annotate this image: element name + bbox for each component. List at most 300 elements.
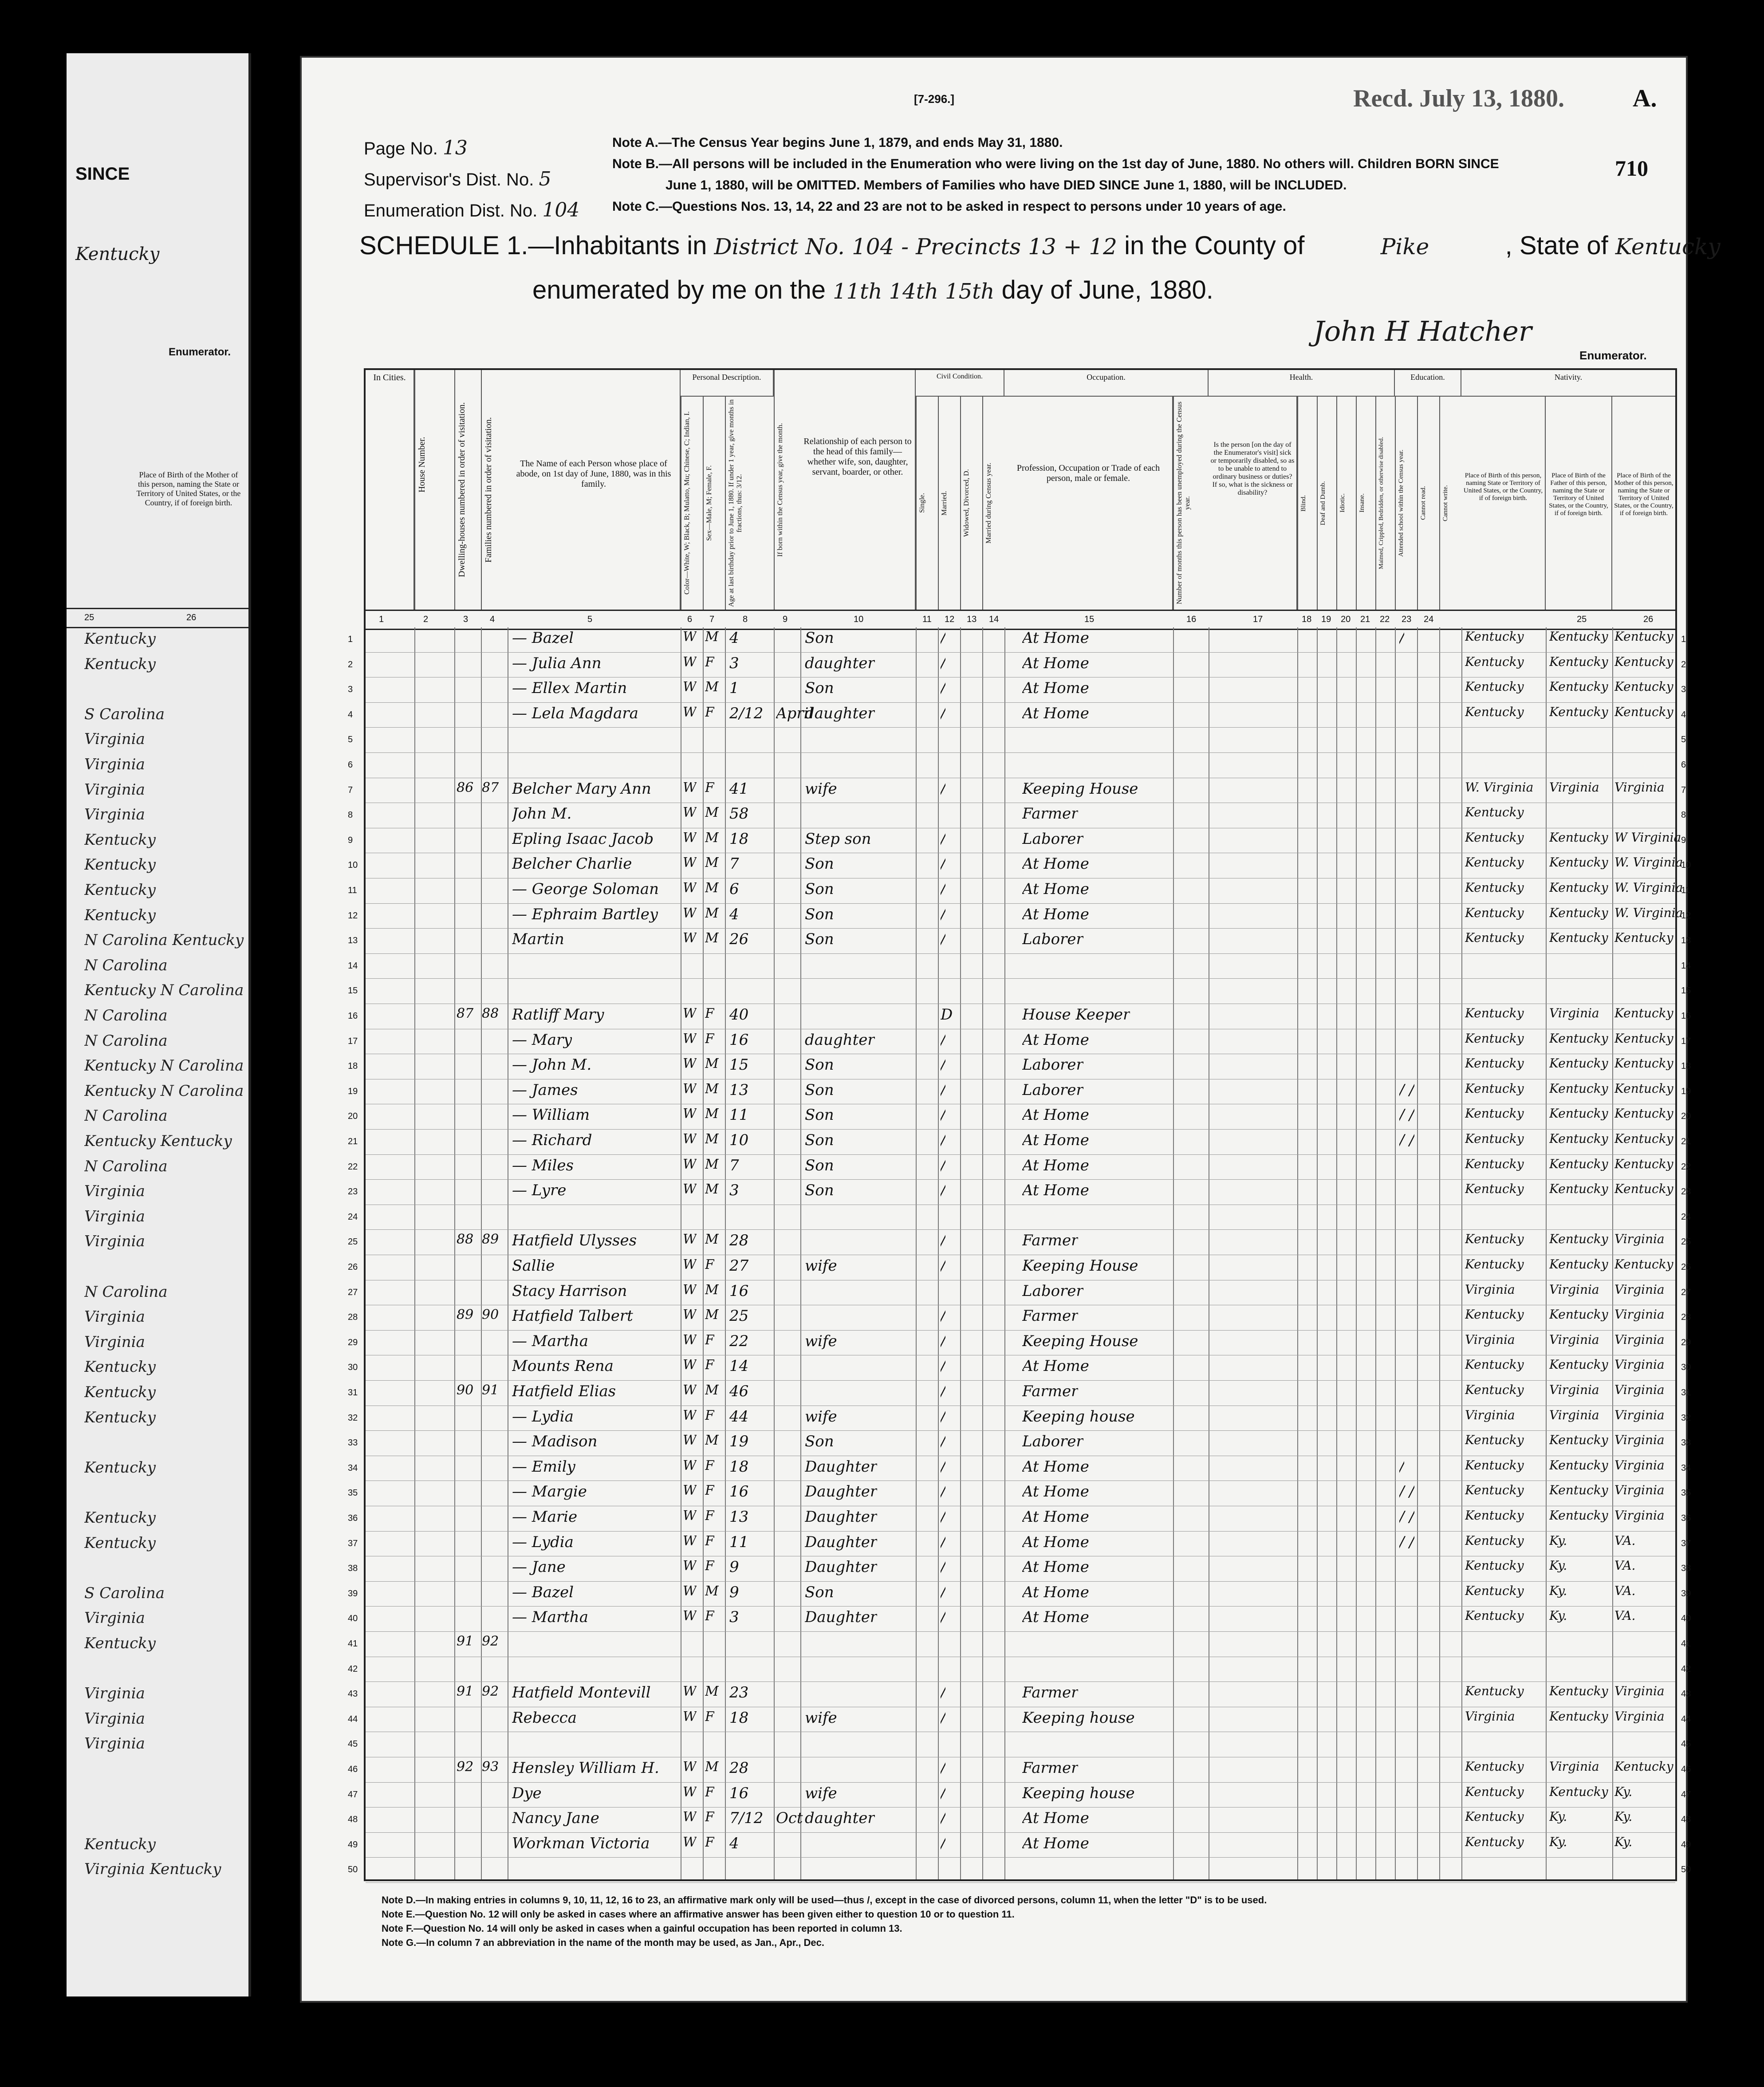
cell-b3: Kentucky <box>1614 1257 1673 1272</box>
cell-b2: Kentucky <box>1549 1156 1608 1171</box>
col-month-born: If born within the Census year, give the month. <box>774 370 800 610</box>
cell-name: Mounts Rena <box>512 1357 614 1375</box>
line-number: 19 <box>1681 1086 1691 1096</box>
table-row <box>348 1205 1691 1230</box>
cell-occ: At Home <box>1022 1533 1089 1551</box>
cell-occ: Laborer <box>1022 930 1083 949</box>
column-number: 4 <box>490 614 495 624</box>
table-row <box>348 1004 1691 1029</box>
cell-color: W <box>683 1508 697 1524</box>
cell-rel: Daughter <box>805 1558 878 1576</box>
cell-occ: At Home <box>1022 1156 1089 1174</box>
cell-name: Sallie <box>512 1257 555 1275</box>
cell-sex: M <box>705 1382 719 1398</box>
page-no-label: Page No. <box>364 139 438 158</box>
cell-occ: At Home <box>1022 905 1089 923</box>
cell-age: 6 <box>729 880 739 898</box>
footnote-f: Note F.—Question No. 14 will only be asked in cases when a gainful occupation has been reported in column 13. <box>382 1923 902 1934</box>
table-row <box>348 627 1686 653</box>
enumerator-signature: John H Hatcher <box>1313 315 1532 347</box>
cell-mark: / <box>941 704 946 722</box>
cell-name: — John M. <box>512 1056 592 1074</box>
cell-rel: Daughter <box>805 1457 878 1476</box>
cell-fam: 91 <box>482 1382 499 1398</box>
cell-name: — James <box>512 1081 578 1099</box>
cell-mark: / <box>941 1131 946 1149</box>
cell-month: Oct <box>776 1809 803 1827</box>
cell-name: — Lela Magdara <box>512 704 638 722</box>
cell-occ: At Home <box>1022 704 1089 722</box>
table-row <box>348 1757 1691 1783</box>
strip-row: Kentucky <box>84 856 156 874</box>
table-row <box>348 1532 1691 1557</box>
state-value: Kentucky <box>1615 234 1721 260</box>
line-number: 46 <box>348 1764 358 1774</box>
strip-row: Kentucky N Carolina <box>84 1082 244 1100</box>
cell-occ: At Home <box>1022 1608 1089 1626</box>
cell-b1: Kentucky <box>1465 629 1524 644</box>
cell-sex: M <box>705 629 719 645</box>
cell-age: 13 <box>729 1081 749 1099</box>
cell-occ: Keeping house <box>1022 1407 1135 1425</box>
cell-mark: / <box>941 880 946 898</box>
cell-name: — Madison <box>512 1433 598 1451</box>
schedule-line <box>359 231 1721 260</box>
line-number: 8 <box>348 810 353 820</box>
col-birth-father: Place of Birth of the Father of this person, naming the State or Territory of United States, or the Country, if of foreign birth. <box>1546 397 1612 610</box>
cell-rel: daughter <box>805 1809 875 1827</box>
cell-mark: / <box>941 654 946 672</box>
line-number: 49 <box>348 1839 358 1850</box>
cell-age: 16 <box>729 1483 749 1501</box>
cell-color: W <box>683 1357 697 1373</box>
line-number: 20 <box>1681 1111 1691 1122</box>
line-number: 30 <box>348 1362 358 1373</box>
cell-age: 27 <box>729 1257 749 1275</box>
column-number: 25 <box>1577 614 1587 624</box>
cell-age: 3 <box>729 1608 739 1626</box>
cell-occ: At Home <box>1022 1181 1089 1200</box>
line-number: 3 <box>348 685 353 695</box>
col-sick: Is the person [on the day of the Enumerator's visit] sick or temporarily disabled, so as to be unable to attend to ordinary business or duties? If so, what is the sickness or disability? <box>1209 397 1297 610</box>
cell-mark: / <box>941 1031 946 1049</box>
line-number: 10 <box>1681 860 1691 870</box>
table-row <box>348 1783 1691 1808</box>
cell-b2: Ky. <box>1549 1558 1567 1573</box>
cell-name: — Lydia <box>512 1533 574 1551</box>
line-number: 45 <box>348 1739 358 1749</box>
cell-b1: Kentucky <box>1465 1508 1524 1523</box>
line-number: 25 <box>1681 1237 1691 1247</box>
line-number: 35 <box>1681 1488 1691 1498</box>
table-row <box>348 1707 1691 1733</box>
column-number: 17 <box>1253 614 1263 624</box>
cell-b1: Kentucky <box>1465 1181 1524 1197</box>
cell-sex: F <box>705 1709 714 1725</box>
line-number: 1 <box>348 634 353 644</box>
cell-sex: F <box>705 1257 714 1272</box>
cell-b2: Virginia <box>1549 1382 1599 1397</box>
strip-row: Kentucky <box>84 1458 156 1477</box>
column-number: 5 <box>587 614 593 624</box>
cell-b2: Kentucky <box>1549 654 1608 669</box>
cell-name: — Julia Ann <box>512 654 602 672</box>
table-row <box>348 1556 1691 1582</box>
cell-b2: Kentucky <box>1549 1257 1608 1272</box>
cell-name: — Martha <box>512 1332 588 1350</box>
cell-sex: M <box>705 1759 719 1775</box>
line-number: 42 <box>348 1664 358 1674</box>
cell-b1: Kentucky <box>1465 1583 1524 1598</box>
cell-b3: W. Virginia <box>1614 855 1683 870</box>
col-name: The Name of each Person whose place of abode, on 1st day of June, 1880, was in this family. <box>508 370 681 610</box>
strip-row: Virginia <box>84 1709 145 1728</box>
strip-row: Kentucky <box>84 1383 156 1401</box>
column-number: 19 <box>1321 614 1331 624</box>
line-number: 11 <box>1681 886 1690 895</box>
column-number: 1 <box>379 614 384 624</box>
cell-age: 16 <box>729 1282 749 1300</box>
line-number: 43 <box>348 1689 358 1699</box>
cell-b1: Kentucky <box>1465 1433 1524 1448</box>
cell-occ: At Home <box>1022 1483 1089 1501</box>
line-number: 18 <box>1681 1061 1691 1071</box>
table-row <box>348 653 1686 678</box>
cell-sex: F <box>705 1508 714 1524</box>
line-number: 1 <box>1681 634 1686 644</box>
cell-b1: Kentucky <box>1465 1809 1524 1824</box>
cell-age: 22 <box>729 1332 749 1350</box>
cell-age: 11 <box>729 1533 749 1551</box>
cell-mark: / <box>941 1332 946 1350</box>
cell-age: 40 <box>729 1006 749 1024</box>
strip-row: N Carolina <box>84 1007 168 1024</box>
cell-color: W <box>683 1257 697 1272</box>
line-number: 41 <box>1681 1639 1691 1649</box>
cell-b1: W. Virginia <box>1465 780 1534 795</box>
cell-b1: Kentucky <box>1465 1156 1524 1171</box>
cell-sex: M <box>705 679 719 695</box>
line-number: 22 <box>1681 1162 1691 1172</box>
cell-dw: 92 <box>457 1759 474 1775</box>
cell-sex: F <box>705 1533 714 1549</box>
month-label: day of June, 1880. <box>1001 276 1213 304</box>
line-number: 11 <box>348 886 357 895</box>
line-number: 6 <box>348 760 353 770</box>
strip-row: Kentucky <box>84 1835 156 1853</box>
cell-sex: M <box>705 805 719 821</box>
cell-b2: Kentucky <box>1549 629 1608 644</box>
cell-b2: Ky. <box>1549 1533 1567 1548</box>
cell-b1: Kentucky <box>1465 1081 1524 1096</box>
cell-dw: 89 <box>457 1307 474 1323</box>
cell-b3: Kentucky <box>1614 1006 1673 1020</box>
cell-name: John M. <box>512 805 572 823</box>
line-number: 17 <box>348 1036 358 1046</box>
line-number: 10 <box>348 860 358 870</box>
cell-mark: / <box>941 1257 946 1275</box>
cell-b1: Kentucky <box>1465 1457 1524 1473</box>
cell-occ: Keeping house <box>1022 1709 1135 1727</box>
cell-rel: Son <box>805 1181 834 1200</box>
cell-color: W <box>683 679 697 695</box>
cell-b2: Kentucky <box>1549 1081 1608 1096</box>
column-number: 3 <box>463 614 469 624</box>
table-row <box>348 1682 1691 1707</box>
strip-row: Kentucky N Carolina <box>84 1057 244 1075</box>
cell-b3: Ky. <box>1614 1784 1633 1799</box>
cell-b2: Virginia <box>1549 1332 1599 1347</box>
cell-rel: wife <box>805 1332 837 1350</box>
cell-age: 4 <box>729 629 739 647</box>
cell-age: 14 <box>729 1357 749 1375</box>
line-number: 17 <box>1681 1036 1691 1046</box>
cell-mark: / <box>941 1382 946 1400</box>
table-row <box>348 979 1691 1004</box>
cell-b2: Kentucky <box>1549 1709 1608 1724</box>
cell-mark: / <box>941 780 946 798</box>
cell-b1: Kentucky <box>1465 1257 1524 1272</box>
strip-row: Virginia <box>84 756 145 773</box>
cell-school: / / <box>1399 1483 1414 1501</box>
cell-color: W <box>683 654 697 670</box>
cell-occ: Farmer <box>1022 1232 1079 1250</box>
line-number: 36 <box>348 1513 358 1523</box>
cell-b2: Kentucky <box>1549 1307 1608 1322</box>
cell-rel: Son <box>805 1106 834 1124</box>
line-number: 13 <box>1681 936 1691 946</box>
col-occupation: Profession, Occupation or Trade of each person, male or female. <box>1004 397 1173 610</box>
line-number: 34 <box>348 1463 358 1473</box>
cell-name: — Richard <box>512 1131 592 1149</box>
line-number: 19 <box>348 1086 358 1096</box>
cell-color: W <box>683 704 697 720</box>
col-maimed: Maimed, Crippled, Bedridden, or otherwise disabled. <box>1375 397 1395 610</box>
cell-b2: Ky. <box>1549 1809 1567 1824</box>
strip-row: N Carolina <box>84 1107 168 1125</box>
cell-b3: Kentucky <box>1614 1106 1673 1121</box>
table-row <box>348 677 1686 703</box>
cell-b1: Kentucky <box>1465 1759 1524 1774</box>
strip-row: Kentucky <box>84 881 156 899</box>
cell-b1: Kentucky <box>1465 1684 1524 1699</box>
cell-school: / / <box>1399 1533 1414 1551</box>
strip-row: Virginia <box>84 1685 145 1703</box>
cell-sex: M <box>705 1106 719 1122</box>
cell-age: 25 <box>729 1307 749 1325</box>
cell-b3: Kentucky <box>1614 679 1673 694</box>
cell-b1: Virginia <box>1465 1282 1515 1297</box>
cell-age: 11 <box>729 1106 749 1124</box>
cell-name: Dye <box>512 1784 542 1802</box>
cell-name: Hatfield Ulysses <box>512 1232 637 1250</box>
cell-mark: / <box>941 1056 946 1074</box>
cell-name: Ratliff Mary <box>512 1006 604 1024</box>
line-number: 45 <box>1681 1739 1691 1749</box>
cell-age: 7 <box>729 855 739 873</box>
line-number: 12 <box>348 910 358 921</box>
col-families: Families numbered in order of visitation. <box>481 370 508 610</box>
strip-row: Kentucky <box>84 1634 156 1652</box>
cell-mark: / <box>941 905 946 923</box>
cell-color: W <box>683 1809 697 1825</box>
col-sex: Sex—Male, M; Female, F. <box>703 397 725 610</box>
cell-age: 16 <box>729 1031 749 1049</box>
cell-rel: wife <box>805 1709 837 1727</box>
cell-mark: / <box>941 1181 946 1200</box>
cell-occ: At Home <box>1022 1558 1089 1576</box>
line-number: 36 <box>1681 1513 1691 1523</box>
cell-name: Hatfield Montevill <box>512 1684 651 1702</box>
cell-mark: / <box>941 830 946 848</box>
cell-b2: Kentucky <box>1549 1508 1608 1523</box>
cell-name: — Bazel <box>512 629 574 647</box>
state-label: , State of <box>1505 231 1608 260</box>
cell-rel: Son <box>805 855 834 873</box>
table-row <box>348 1657 1691 1682</box>
line-number: 34 <box>1681 1463 1691 1473</box>
line-number: 5 <box>348 735 353 745</box>
strip-row: N Carolina Kentucky <box>84 931 244 949</box>
line-number: 31 <box>1681 1388 1691 1398</box>
cell-color: W <box>683 1307 697 1323</box>
county-label: in the County of <box>1124 231 1305 260</box>
cell-b3: Kentucky <box>1614 1081 1673 1096</box>
table-row <box>348 1456 1691 1481</box>
col-relationship: Relationship of each person to the head of this family—whether wife, son, daughter, servant, boarder, or other. <box>800 370 916 610</box>
cell-mark: / <box>941 855 946 873</box>
cell-b3: Virginia <box>1614 780 1665 795</box>
strip-row: Virginia <box>84 1609 145 1627</box>
cell-b2: Kentucky <box>1549 855 1608 870</box>
cell-occ: Keeping House <box>1022 1257 1138 1275</box>
cell-b2: Kentucky <box>1549 1433 1608 1448</box>
strip-row: Virginia <box>84 1735 145 1753</box>
cell-b3: Virginia <box>1614 1232 1665 1247</box>
cell-mark: / <box>941 679 946 697</box>
cell-mark: / <box>941 1784 946 1802</box>
line-number: 21 <box>1681 1137 1691 1146</box>
strip-row: Virginia <box>84 1308 145 1326</box>
column-number: 13 <box>967 614 977 624</box>
cell-sex: M <box>705 1433 719 1449</box>
line-number: 6 <box>1681 760 1686 770</box>
cell-b1: Kentucky <box>1465 1307 1524 1322</box>
cell-color: W <box>683 1382 697 1398</box>
column-number: 11 <box>922 614 932 624</box>
table-row <box>348 853 1691 878</box>
line-number: 4 <box>348 709 353 720</box>
footnote-g: Note G.—In column 7 an abbreviation in the name of the month may be used, as Jan., Apr., Dec. <box>382 1937 824 1948</box>
cell-age: 15 <box>729 1056 749 1074</box>
strip-row: N Carolina <box>84 1032 168 1050</box>
cell-age: 18 <box>729 830 749 848</box>
table-row <box>348 1104 1691 1130</box>
cell-color: W <box>683 1181 697 1197</box>
strip-row: N Carolina <box>84 1157 168 1175</box>
cell-color: W <box>683 830 697 846</box>
line-number: 29 <box>1681 1337 1691 1347</box>
cell-sex: M <box>705 1307 719 1323</box>
table-row <box>348 1079 1691 1105</box>
cell-mark: / <box>941 1232 946 1250</box>
strip-row: Kentucky N Carolina <box>84 981 244 1000</box>
cell-b2: Kentucky <box>1549 704 1608 719</box>
cell-mark: / <box>941 1457 946 1476</box>
enumeration-line <box>364 199 579 221</box>
cell-b3: Virginia <box>1614 1307 1665 1322</box>
cell-b1: Kentucky <box>1465 1784 1524 1799</box>
cell-mark: / <box>941 1809 946 1827</box>
page-no-value: 13 <box>442 137 468 159</box>
cell-occ: At Home <box>1022 1106 1089 1124</box>
line-number: 43 <box>1681 1689 1691 1699</box>
cell-name: Nancy Jane <box>512 1809 599 1827</box>
cell-occ: Farmer <box>1022 1759 1079 1777</box>
cell-color: W <box>683 1558 697 1574</box>
line-number: 38 <box>348 1563 358 1574</box>
line-number: 15 <box>348 986 358 996</box>
cell-occ: At Home <box>1022 880 1089 898</box>
table-row <box>348 929 1691 954</box>
cell-b1: Kentucky <box>1465 1483 1524 1498</box>
cell-b1: Kentucky <box>1465 855 1524 870</box>
column-number: 10 <box>854 614 864 624</box>
cell-color: W <box>683 629 697 645</box>
cell-b3: Virginia <box>1614 1282 1665 1297</box>
line-number: 7 <box>1681 785 1686 795</box>
cell-b3: VA. <box>1614 1583 1636 1598</box>
col-house-number: House Number. <box>414 370 454 610</box>
cell-dw: 88 <box>457 1232 474 1248</box>
line-number: 12 <box>1681 910 1691 921</box>
table-row <box>348 803 1686 828</box>
cell-rel: Son <box>805 1131 834 1149</box>
table-row <box>348 1732 1691 1757</box>
line-number: 49 <box>1681 1839 1691 1850</box>
cell-b1: Kentucky <box>1465 1558 1524 1573</box>
cell-sex: F <box>705 1558 714 1574</box>
column-number: 15 <box>1084 614 1095 624</box>
cell-b3: Virginia <box>1614 1483 1665 1498</box>
cell-sex: M <box>705 1181 719 1197</box>
cell-rel: daughter <box>805 1031 875 1049</box>
column-number: 23 <box>1402 614 1412 624</box>
table-row <box>348 1230 1691 1255</box>
cell-sex: M <box>705 1282 719 1298</box>
cell-age: 44 <box>729 1407 749 1425</box>
cell-b3: Virginia <box>1614 1709 1665 1724</box>
strip-row: Kentucky <box>84 1408 156 1426</box>
cell-b2: Ky. <box>1549 1834 1567 1849</box>
column-number: 16 <box>1186 614 1197 624</box>
cell-mark: / <box>941 1583 946 1601</box>
cell-occ: Keeping House <box>1022 780 1138 798</box>
cell-mark: / <box>941 1558 946 1576</box>
cell-mark: / <box>941 1106 946 1124</box>
cell-sex: F <box>705 654 714 670</box>
cell-color: W <box>683 1006 697 1021</box>
table-row <box>348 954 1691 979</box>
cell-name: — Emily <box>512 1457 575 1476</box>
strip-col-25: 25 <box>84 613 94 622</box>
cell-color: W <box>683 1332 697 1348</box>
cell-b2: Ky. <box>1549 1583 1567 1598</box>
cell-b2: Kentucky <box>1549 1457 1608 1473</box>
line-number: 33 <box>348 1438 358 1448</box>
cell-sex: M <box>705 1081 719 1097</box>
cell-occ: At Home <box>1022 654 1089 672</box>
